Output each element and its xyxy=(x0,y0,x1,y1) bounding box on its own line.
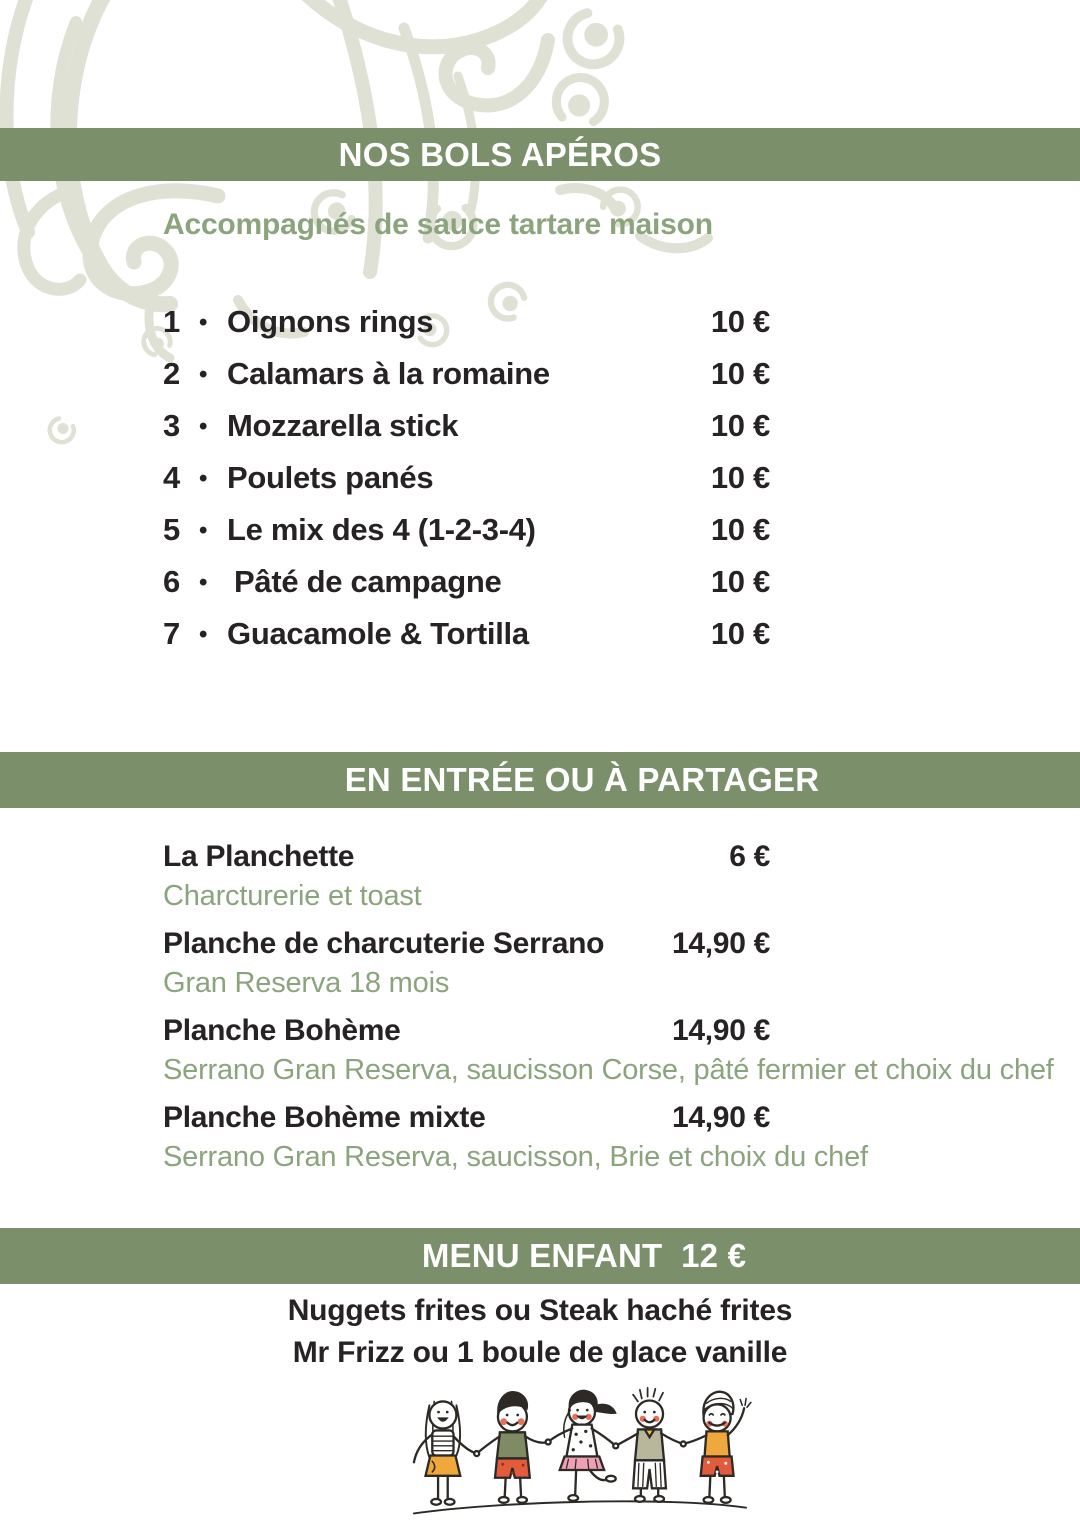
apero-item-list xyxy=(163,296,770,660)
list-item xyxy=(163,452,770,504)
apero-subtitle: Accompagnés de sauce tartare maison xyxy=(163,208,713,241)
item-label: Le mix des 4 (1-2-3-4) xyxy=(227,512,536,547)
bullet-icon: • xyxy=(199,517,208,544)
bullet-icon: • xyxy=(199,413,208,440)
item-price: 14,90 € xyxy=(672,927,770,960)
bullet-icon: • xyxy=(199,621,208,648)
item-number: 5 xyxy=(163,512,180,547)
item-number: 6 xyxy=(163,564,180,599)
section-header-apero xyxy=(0,128,1080,181)
entree-item-list xyxy=(163,836,1054,1184)
item-description: Gran Reserva 18 mois xyxy=(163,967,450,999)
section-title-entree: EN ENTRÉE OU À PARTAGER xyxy=(344,761,820,798)
item-name: La Planchette xyxy=(163,840,355,873)
item-label: Poulets panés xyxy=(227,460,434,495)
item-label: Oignons rings xyxy=(227,304,434,339)
item-name: Planche Bohème xyxy=(163,1014,401,1047)
bullet-icon: • xyxy=(199,361,208,388)
item-number: 2 xyxy=(163,356,180,391)
item-price: 10 € xyxy=(710,512,770,547)
list-item xyxy=(163,1097,868,1177)
list-item xyxy=(163,348,770,400)
item-price: 14,90 € xyxy=(672,1014,770,1047)
bullet-icon: • xyxy=(199,465,208,492)
section-title-apero: NOS BOLS APÉROS xyxy=(338,135,662,173)
list-item xyxy=(163,556,770,608)
section-header-menu-enfant xyxy=(0,1228,1080,1284)
item-label: Pâté de campagne xyxy=(234,564,502,599)
item-label: Calamars à la romaine xyxy=(227,356,550,391)
list-item xyxy=(163,836,770,916)
list-item xyxy=(163,504,770,556)
item-name: Planche Bohème mixte xyxy=(163,1101,486,1134)
list-item xyxy=(163,400,770,452)
item-price: 10 € xyxy=(710,616,770,651)
item-description: Serrano Gran Reserva, saucisson, Brie et choix du chef xyxy=(163,1141,868,1173)
list-item xyxy=(163,296,770,348)
menu-enfant-line-2: Mr Frizz ou 1 boule de glace vanille xyxy=(292,1336,788,1369)
item-name: Planche de charcuterie Serrano xyxy=(163,927,605,960)
item-price: 10 € xyxy=(710,564,770,599)
list-item xyxy=(163,608,770,660)
bullet-icon: • xyxy=(199,569,208,596)
section-header-entree xyxy=(0,752,1080,808)
item-price: 10 € xyxy=(710,460,770,495)
menu-enfant-line-1: Nuggets frites ou Steak haché frites xyxy=(287,1294,793,1327)
children-holding-hands-illustration xyxy=(402,1386,758,1526)
item-number: 4 xyxy=(163,460,180,495)
item-label: Mozzarella stick xyxy=(227,408,459,443)
item-number: 1 xyxy=(163,304,180,339)
item-price: 14,90 € xyxy=(672,1101,770,1134)
item-label: Guacamole & Tortilla xyxy=(227,616,529,651)
item-description: Serrano Gran Reserva, saucisson Corse, pâté fermier et choix du chef xyxy=(163,1054,1054,1086)
item-price: 6 € xyxy=(729,840,770,873)
item-price: 10 € xyxy=(710,356,770,391)
item-description: Charcturerie et toast xyxy=(163,880,422,912)
list-item xyxy=(163,1010,1054,1090)
item-price: 10 € xyxy=(710,304,770,339)
bullet-icon: • xyxy=(199,309,208,336)
section-title-menu-enfant: MENU ENFANT 12 € xyxy=(421,1237,747,1274)
list-item xyxy=(163,923,770,1003)
item-number: 3 xyxy=(163,408,180,443)
item-number: 7 xyxy=(163,616,180,651)
item-price: 10 € xyxy=(710,408,770,443)
